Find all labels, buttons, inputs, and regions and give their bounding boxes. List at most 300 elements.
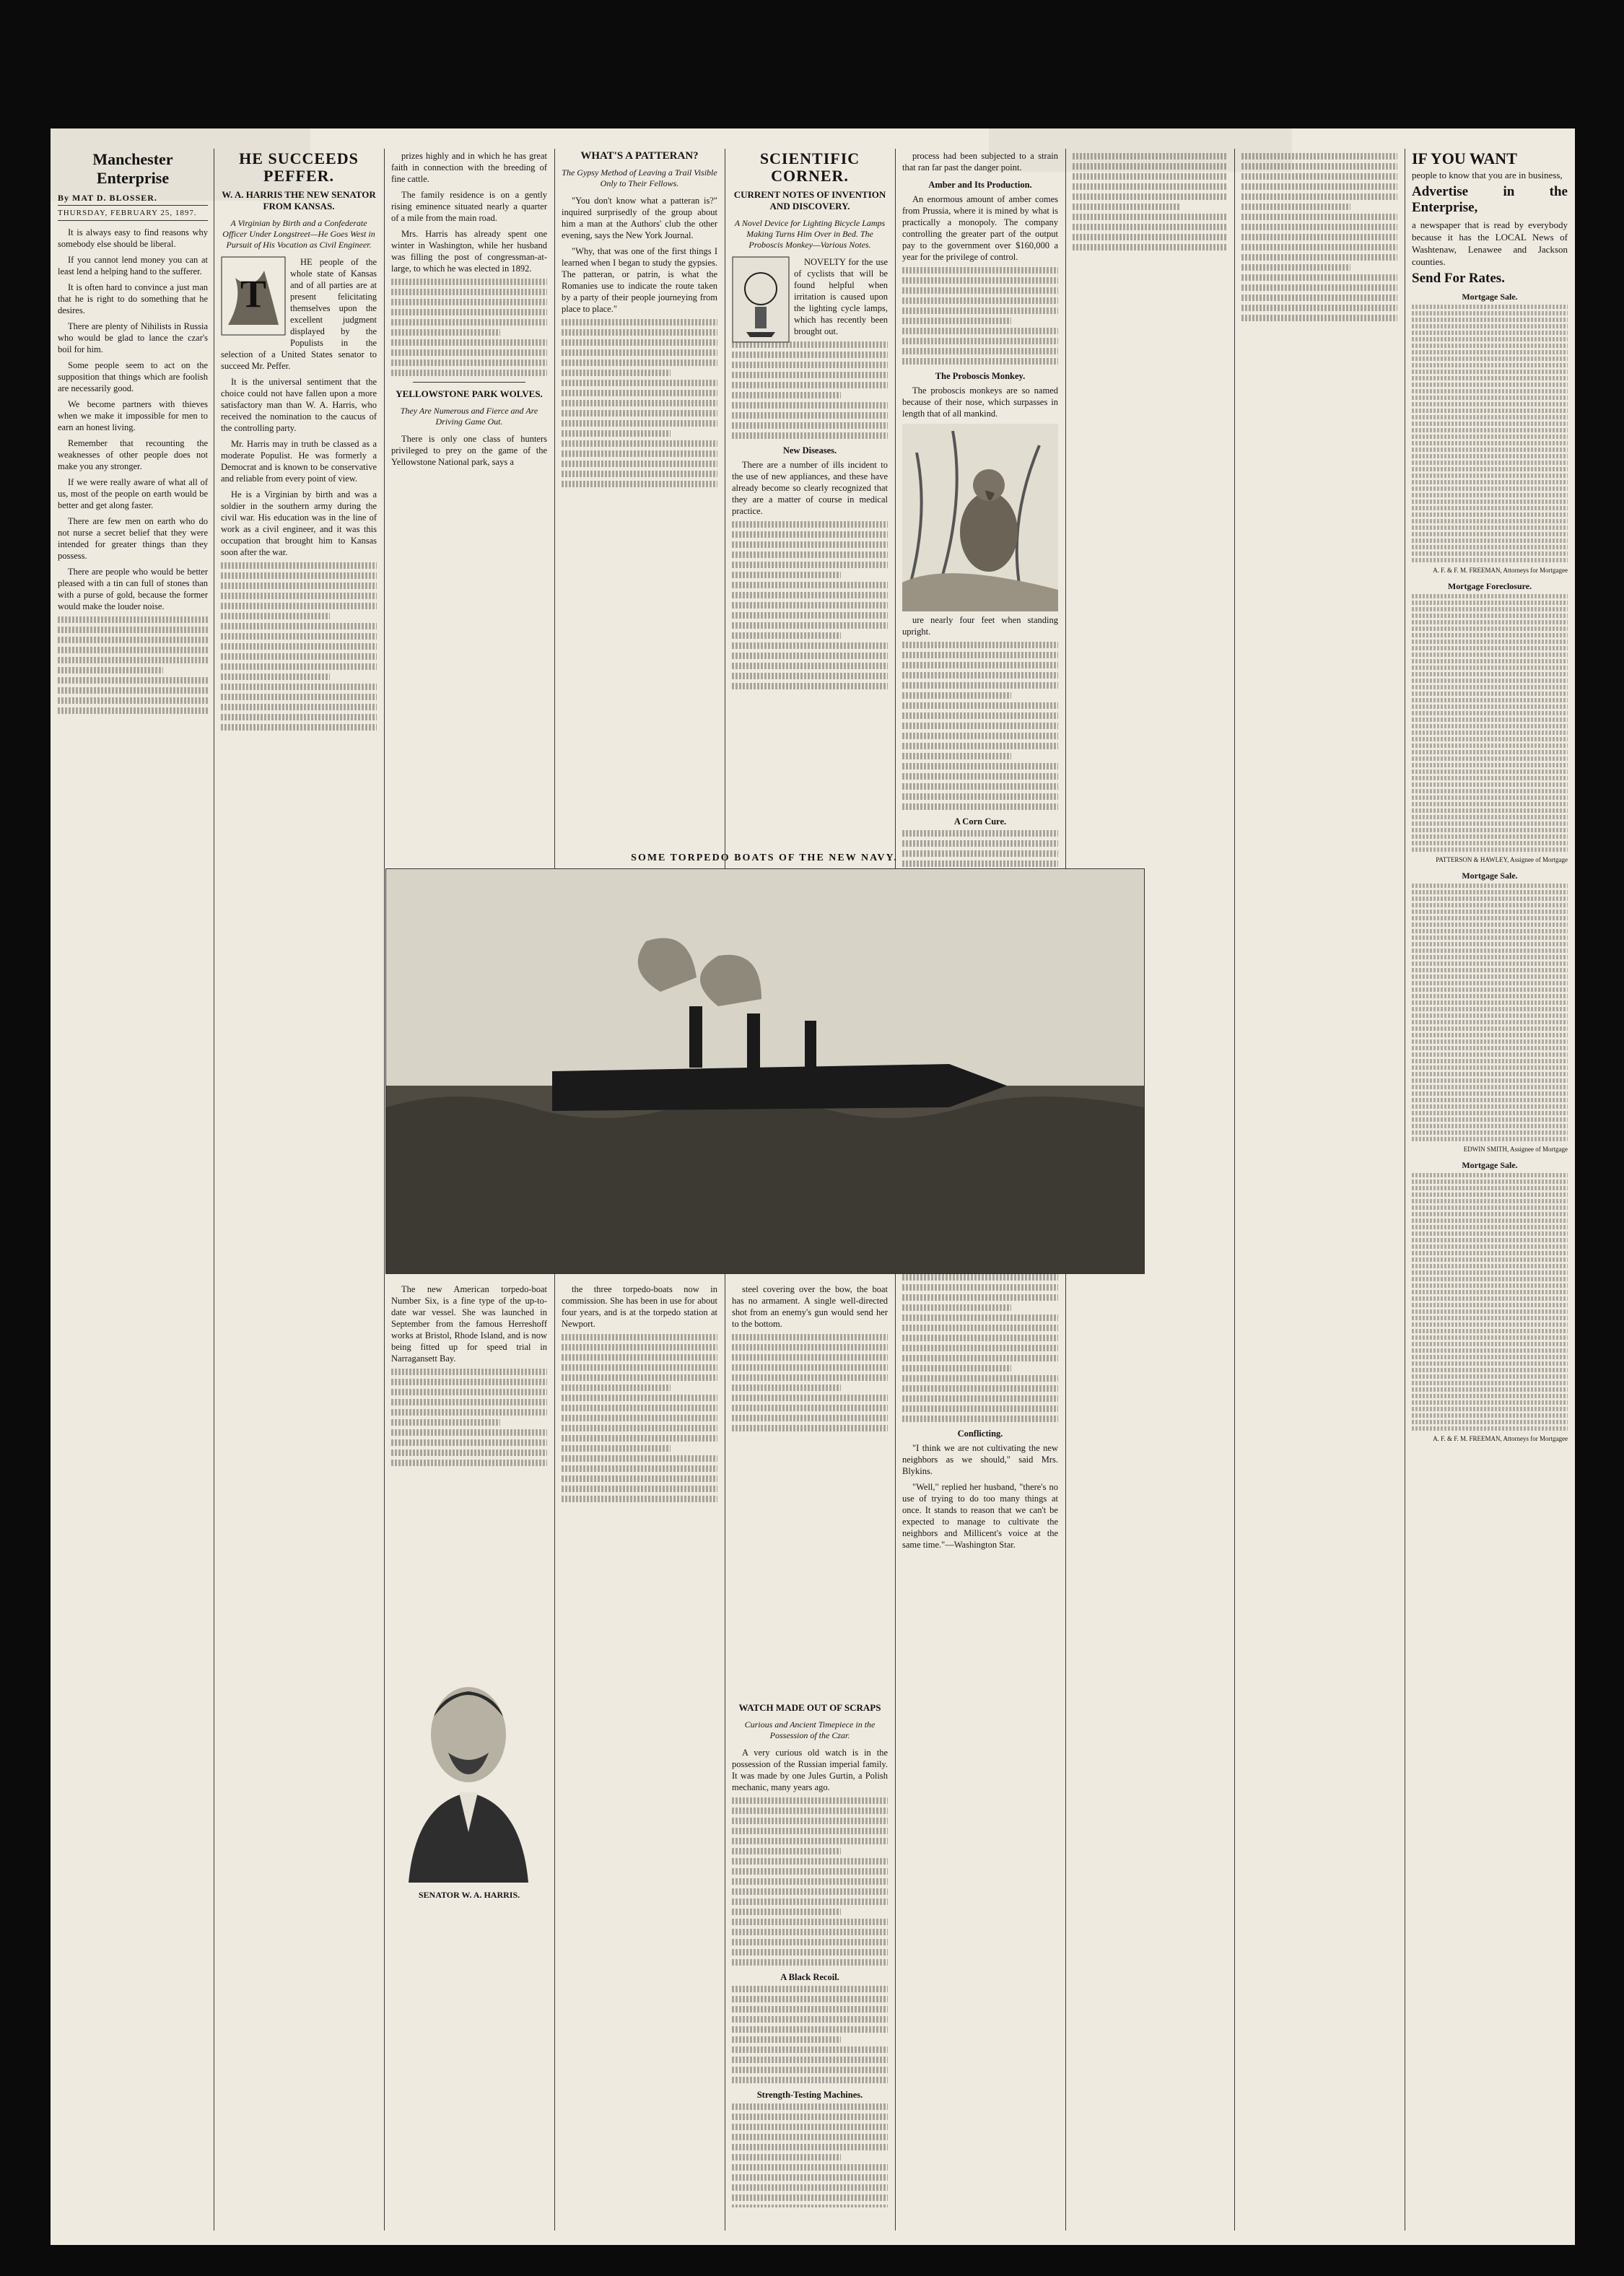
text-line bbox=[732, 1949, 888, 1955]
text-line bbox=[391, 279, 547, 285]
legal-line bbox=[1412, 1225, 1568, 1229]
text-line bbox=[391, 1389, 547, 1395]
column-5 bbox=[732, 150, 888, 843]
text-line bbox=[732, 1344, 888, 1351]
text-line bbox=[732, 2194, 888, 2201]
torpedo-caption: SOME TORPEDO BOATS OF THE NEW NAVY. bbox=[631, 853, 898, 863]
amber-head: Amber and Its Production. bbox=[928, 180, 1032, 190]
text-line bbox=[562, 1475, 717, 1482]
text-line bbox=[902, 287, 1058, 294]
text-line bbox=[221, 684, 377, 690]
text-line bbox=[391, 1439, 547, 1446]
legal-line bbox=[1412, 890, 1568, 894]
body-text-filler bbox=[562, 319, 717, 487]
legal-line bbox=[1412, 789, 1568, 793]
legal-line bbox=[1412, 981, 1568, 985]
text-line bbox=[391, 359, 547, 366]
text-line bbox=[562, 400, 717, 406]
legal-line bbox=[1412, 331, 1568, 335]
text-line bbox=[221, 704, 377, 710]
paragraph: There is only one class of hunters privileged to prey on the game of the Yellowstone National park, says a bbox=[391, 434, 547, 467]
legal-line bbox=[1412, 633, 1568, 637]
body-text-filler bbox=[732, 521, 888, 689]
legal-line bbox=[1412, 987, 1568, 992]
legal-line bbox=[1412, 949, 1568, 953]
text-line bbox=[732, 602, 888, 609]
body-text-filler bbox=[902, 642, 1058, 810]
text-line bbox=[1241, 234, 1397, 240]
text-line bbox=[732, 1898, 888, 1905]
legal-line bbox=[1412, 409, 1568, 413]
text-line bbox=[1241, 204, 1350, 210]
text-line bbox=[732, 2067, 888, 2073]
text-line bbox=[902, 723, 1058, 729]
body-text-filler bbox=[1241, 153, 1397, 321]
legal-line bbox=[1412, 1218, 1568, 1223]
text-line bbox=[902, 1325, 1058, 1331]
text-line bbox=[902, 318, 1011, 324]
text-line bbox=[562, 380, 717, 386]
legal-line bbox=[1412, 1117, 1568, 1122]
text-line bbox=[902, 642, 1058, 648]
legal-line bbox=[1412, 383, 1568, 387]
legal-line bbox=[1412, 640, 1568, 644]
legal-line bbox=[1412, 487, 1568, 491]
conflicting-head: Conflicting. bbox=[957, 1429, 1003, 1439]
legal-signature: A. F. & F. M. FREEMAN, Attorneys for Mortgagee bbox=[1433, 1435, 1568, 1442]
legal-line bbox=[1412, 441, 1568, 445]
legal-line bbox=[1412, 1316, 1568, 1320]
text-line bbox=[391, 1419, 500, 1426]
legal-line bbox=[1412, 672, 1568, 676]
legal-line bbox=[1412, 448, 1568, 452]
legal-line bbox=[1412, 1413, 1568, 1418]
legal-line bbox=[1412, 1007, 1568, 1011]
text-line bbox=[902, 712, 1058, 719]
recoil-head: A Black Recoil. bbox=[780, 1972, 839, 1982]
text-line bbox=[562, 420, 717, 427]
text-line bbox=[902, 1274, 1058, 1281]
text-line bbox=[1241, 153, 1397, 160]
text-line bbox=[562, 1395, 717, 1401]
legal-line bbox=[1412, 513, 1568, 517]
legal-line bbox=[1412, 847, 1568, 852]
text-line bbox=[562, 430, 671, 437]
text-line bbox=[1241, 315, 1397, 321]
text-line bbox=[732, 341, 888, 348]
text-line bbox=[1241, 214, 1397, 220]
text-line bbox=[1241, 254, 1397, 261]
text-line bbox=[391, 299, 547, 305]
text-line bbox=[732, 683, 888, 689]
legal-line bbox=[1412, 305, 1568, 309]
text-line bbox=[221, 714, 377, 720]
legal-line bbox=[1412, 1124, 1568, 1128]
text-line bbox=[1241, 295, 1397, 301]
legal-line bbox=[1412, 545, 1568, 549]
text-line bbox=[732, 1868, 888, 1875]
text-line bbox=[562, 1445, 671, 1452]
text-line bbox=[1073, 163, 1227, 170]
text-line bbox=[391, 309, 547, 315]
ad-line-5: Send For Rates. bbox=[1412, 271, 1505, 286]
legal-line bbox=[1412, 1091, 1568, 1096]
legal-line bbox=[1412, 955, 1568, 959]
text-line bbox=[902, 1365, 1011, 1372]
legal-line bbox=[1412, 461, 1568, 465]
text-line bbox=[732, 582, 888, 588]
legal-line bbox=[1412, 1192, 1568, 1197]
paragraph: the three torpedo-boats now in commission. She has been in use for about four years, and is at the torpedo station at Newport. bbox=[562, 1284, 717, 1329]
column-1 bbox=[58, 150, 208, 2229]
legal-line bbox=[1412, 1394, 1568, 1398]
proboscis-monkey-illustration bbox=[902, 424, 1058, 611]
legal-line bbox=[1412, 1231, 1568, 1236]
legal-line bbox=[1412, 1065, 1568, 1070]
torpedo-boat-svg bbox=[386, 869, 1144, 1273]
legal-line bbox=[1412, 968, 1568, 972]
legal-line bbox=[1412, 1381, 1568, 1385]
text-line bbox=[562, 1344, 717, 1351]
text-line bbox=[58, 667, 163, 673]
legal-head: Mortgage Sale. bbox=[1462, 292, 1518, 302]
scientific-deck: A Novel Device for Lighting Bicycle Lamps Making Turns Him Over in Bed. The Proboscis Monkey—Various Notes. bbox=[734, 218, 886, 250]
text-line bbox=[1241, 224, 1397, 230]
paragraph: prizes highly and in which he has great faith in connection with the breeding of fine cattle. bbox=[391, 151, 547, 184]
paragraph: process had been subjected to a strain that ran far past the danger point. bbox=[902, 151, 1058, 173]
legal-line bbox=[1412, 1283, 1568, 1288]
text-line bbox=[902, 1284, 1058, 1291]
paragraph: ure nearly four feet when standing upright. bbox=[902, 615, 1058, 637]
torpedo-text-1 bbox=[391, 1283, 547, 1587]
text-line bbox=[732, 2154, 841, 2161]
text-line bbox=[902, 1405, 1058, 1412]
paragraph: Mr. Harris may in truth be classed as a moderate Populist. He was formerly a Democrat and is known to be conservative and reliable from every point of view. bbox=[221, 439, 377, 484]
text-line bbox=[562, 1354, 717, 1361]
legal-line bbox=[1412, 318, 1568, 322]
text-line bbox=[221, 643, 377, 650]
text-line bbox=[902, 328, 1058, 334]
legal-line bbox=[1412, 1296, 1568, 1301]
text-line bbox=[562, 410, 717, 417]
legal-line bbox=[1412, 551, 1568, 556]
text-line bbox=[732, 1808, 888, 1814]
text-line bbox=[732, 2036, 841, 2043]
text-line bbox=[391, 1409, 547, 1416]
legal-line bbox=[1412, 376, 1568, 380]
paragraph: If you cannot lend money you can at least lend a helping hand to the sufferer. bbox=[58, 255, 208, 276]
wolves-deck: They Are Numerous and Fierce and Are Driving Game Out. bbox=[400, 406, 538, 427]
text-line bbox=[732, 551, 888, 558]
svg-text:T: T bbox=[240, 272, 267, 315]
legal-line bbox=[1412, 1374, 1568, 1379]
text-line bbox=[732, 1878, 888, 1885]
legal-line bbox=[1412, 1407, 1568, 1411]
text-line bbox=[732, 2144, 888, 2150]
text-line bbox=[902, 297, 1058, 304]
text-line bbox=[902, 763, 1058, 769]
legal-line bbox=[1412, 1104, 1568, 1109]
legal-line bbox=[1412, 500, 1568, 504]
text-line bbox=[732, 2114, 888, 2120]
legal-line bbox=[1412, 1244, 1568, 1249]
text-line bbox=[732, 1354, 888, 1361]
legal-line bbox=[1412, 357, 1568, 361]
text-line bbox=[221, 724, 377, 731]
text-line bbox=[902, 793, 1058, 800]
text-line bbox=[562, 450, 717, 457]
legal-line bbox=[1412, 1212, 1568, 1216]
text-line bbox=[562, 1405, 717, 1411]
watch-article bbox=[732, 1702, 888, 2207]
legal-line bbox=[1412, 769, 1568, 774]
paragraph: Mrs. Harris has already spent one winter in Washington, while her husband was filling the post of congressman-at-large, to which he was elected in 1892. bbox=[391, 229, 547, 274]
text-line bbox=[562, 440, 717, 447]
text-line bbox=[562, 1465, 717, 1472]
text-line bbox=[732, 382, 888, 388]
text-line bbox=[902, 1335, 1058, 1341]
paragraph: There are a number of ills incident to the use of new appliances, and these have already become so clearly recognized that they are a matter of course in medical practice. bbox=[732, 460, 888, 516]
text-line bbox=[732, 352, 888, 358]
text-line bbox=[221, 583, 377, 589]
legal-line bbox=[1412, 705, 1568, 709]
ad-line-1: IF YOU WANT bbox=[1412, 150, 1517, 167]
newspaper-page bbox=[51, 128, 1575, 2245]
text-line bbox=[1073, 193, 1227, 200]
paragraph: Some people seem to act on the supposition that things which are foolish are necessarily good. bbox=[58, 360, 208, 393]
legal-line bbox=[1412, 594, 1568, 598]
paragraph: An enormous amount of amber comes from Prussia, where it is mined by what is practically a monopoly. The company controlling the greater part of the output pay to the government over $160,000 a year for the privilege of control. bbox=[902, 194, 1058, 262]
legal-line bbox=[1412, 1322, 1568, 1327]
paragraph: There are few men on earth who do not nurse a secret belief that they were intended for greater things than they possess. bbox=[58, 516, 208, 561]
text-line bbox=[562, 1334, 717, 1340]
paragraph: It is the universal sentiment that the choice could not have fallen upon a more satisfactory man than W. A. Harris, who received the nomination to the caucus of the controlling party. bbox=[221, 377, 377, 433]
body-text-filler bbox=[732, 2103, 888, 2207]
text-line bbox=[221, 562, 377, 569]
text-line bbox=[732, 612, 888, 619]
text-line bbox=[902, 1416, 1058, 1422]
text-line bbox=[391, 1369, 547, 1375]
text-line bbox=[391, 1449, 547, 1456]
text-line bbox=[732, 541, 888, 548]
torpedo-text-3 bbox=[732, 1283, 888, 1587]
text-line bbox=[562, 1364, 717, 1371]
paragraph: It is often hard to convince a just man that he is right to do something that he desires. bbox=[58, 282, 208, 315]
legal-line bbox=[1412, 1111, 1568, 1115]
legal-line bbox=[1412, 370, 1568, 374]
monkey-head: The Proboscis Monkey. bbox=[935, 371, 1026, 381]
text-line bbox=[732, 1888, 888, 1895]
text-line bbox=[562, 390, 717, 396]
corn-head: A Corn Cure. bbox=[953, 816, 1007, 827]
text-line bbox=[391, 349, 547, 356]
text-line bbox=[1073, 153, 1227, 160]
legal-line bbox=[1412, 474, 1568, 478]
legal-line bbox=[1412, 962, 1568, 966]
text-line bbox=[732, 1395, 888, 1401]
column-4 bbox=[562, 150, 717, 843]
text-line bbox=[732, 562, 888, 568]
legal-line bbox=[1412, 350, 1568, 354]
legal-line bbox=[1412, 1387, 1568, 1392]
legal-line bbox=[1412, 480, 1568, 484]
text-line bbox=[1241, 193, 1397, 200]
legal-line bbox=[1412, 539, 1568, 543]
body-text-filler bbox=[391, 279, 547, 376]
legal-line bbox=[1412, 692, 1568, 696]
legal-line bbox=[1412, 1420, 1568, 1424]
legal-line bbox=[1412, 828, 1568, 832]
legal-line bbox=[1412, 1137, 1568, 1141]
text-line bbox=[902, 1355, 1058, 1361]
text-line bbox=[732, 2184, 888, 2191]
text-line bbox=[732, 1405, 888, 1411]
text-line bbox=[732, 392, 841, 398]
text-line bbox=[732, 1425, 888, 1431]
legal-line bbox=[1412, 744, 1568, 748]
text-line bbox=[732, 2046, 888, 2053]
legal-line bbox=[1412, 1072, 1568, 1076]
text-line bbox=[902, 733, 1058, 739]
legal-line bbox=[1412, 311, 1568, 315]
legal-line bbox=[1412, 757, 1568, 761]
legal-line bbox=[1412, 1335, 1568, 1340]
legal-line bbox=[1412, 422, 1568, 426]
legal-line bbox=[1412, 1130, 1568, 1135]
paragraph: steel covering over the bow, the boat has no armament. A single well-directed shot from an enemy's gun would send her to the bottom. bbox=[732, 1284, 888, 1329]
text-line bbox=[732, 432, 888, 439]
legal-line bbox=[1412, 646, 1568, 650]
paragraph: Remember that recounting the weaknesses of other people does not make you any stronger. bbox=[58, 438, 208, 471]
text-line bbox=[902, 830, 1058, 837]
text-line bbox=[732, 2124, 888, 2130]
legal-line bbox=[1412, 834, 1568, 839]
text-line bbox=[58, 697, 208, 704]
text-line bbox=[58, 707, 208, 714]
text-line bbox=[732, 642, 888, 649]
text-line bbox=[732, 1909, 841, 1915]
legal-line bbox=[1412, 994, 1568, 998]
legal-line bbox=[1412, 666, 1568, 670]
text-line bbox=[562, 461, 717, 467]
legal-line bbox=[1412, 435, 1568, 439]
legal-line bbox=[1412, 1238, 1568, 1242]
text-line bbox=[902, 1294, 1058, 1301]
text-line bbox=[1241, 163, 1397, 170]
torpedo-text-2 bbox=[562, 1283, 717, 1587]
legal-line bbox=[1412, 1329, 1568, 1333]
text-line bbox=[732, 1838, 888, 1844]
legal-line bbox=[1412, 897, 1568, 901]
legal-line bbox=[1412, 519, 1568, 523]
text-line bbox=[732, 1828, 888, 1834]
scientific-subhead: CURRENT NOTES OF INVENTION AND DISCOVERY. bbox=[733, 189, 886, 212]
text-line bbox=[732, 2103, 888, 2110]
legal-line bbox=[1412, 1052, 1568, 1057]
text-line bbox=[1241, 173, 1397, 180]
text-line bbox=[902, 672, 1058, 679]
legal-line bbox=[1412, 737, 1568, 741]
legal-line bbox=[1412, 389, 1568, 393]
legal-line bbox=[1412, 1020, 1568, 1024]
text-line bbox=[391, 1399, 547, 1405]
text-line bbox=[902, 1395, 1058, 1402]
text-line bbox=[732, 1415, 888, 1421]
legal-line bbox=[1412, 698, 1568, 702]
text-line bbox=[1241, 183, 1397, 190]
column-rule bbox=[384, 149, 385, 2231]
paragraph: NOVELTY for the use of cyclists that will be found helpful when irritation is caused upon the lighting cycle lamps, which has recently been brought out. bbox=[794, 257, 888, 336]
text-line bbox=[732, 1385, 841, 1391]
text-line bbox=[732, 372, 888, 378]
text-line bbox=[732, 1996, 888, 2002]
legal-line bbox=[1412, 506, 1568, 510]
legal-line bbox=[1412, 1098, 1568, 1102]
legal-line bbox=[1412, 454, 1568, 458]
legal-line bbox=[1412, 903, 1568, 907]
text-line bbox=[732, 1818, 888, 1824]
text-line bbox=[58, 616, 208, 623]
legal-line bbox=[1412, 532, 1568, 536]
legal-line bbox=[1412, 467, 1568, 471]
legal-head: Mortgage Sale. bbox=[1462, 1160, 1518, 1170]
text-line bbox=[391, 339, 547, 346]
body-text-filler bbox=[1073, 153, 1227, 250]
paragraph: It is always easy to find reasons why somebody else should be liberal. bbox=[58, 227, 208, 249]
legal-line bbox=[1412, 1342, 1568, 1346]
text-line bbox=[562, 1496, 717, 1502]
paragraph: The proboscis monkeys are so named because of their nose, which surpasses in length that of all mankind. bbox=[902, 385, 1058, 419]
text-line bbox=[902, 743, 1058, 749]
text-line bbox=[902, 338, 1058, 344]
legal-line bbox=[1412, 1186, 1568, 1190]
column-2 bbox=[221, 150, 377, 843]
legal-signature: EDWIN SMITH, Assignee of Mortgage bbox=[1463, 1146, 1568, 1153]
text-line bbox=[732, 1986, 888, 1992]
paragraph: There are people who would be better pleased with a tin can full of stones than with a purse of gold, because the former would make the louder noise. bbox=[58, 567, 208, 611]
text-line bbox=[562, 471, 717, 477]
watch-headline: WATCH MADE OUT OF SCRAPS bbox=[738, 1702, 881, 1713]
legal-line bbox=[1412, 526, 1568, 530]
text-line bbox=[732, 622, 888, 629]
body-text-filler bbox=[902, 267, 1058, 365]
text-line bbox=[732, 2057, 888, 2063]
text-line bbox=[1073, 224, 1227, 230]
legal-line bbox=[1412, 795, 1568, 800]
text-line bbox=[732, 412, 888, 419]
text-line bbox=[732, 2134, 888, 2140]
legal-line bbox=[1412, 711, 1568, 715]
text-line bbox=[391, 1460, 547, 1466]
legal-line bbox=[1412, 1368, 1568, 1372]
legal-line bbox=[1412, 1400, 1568, 1405]
text-line bbox=[58, 677, 208, 684]
ad-line-2: people to know that you are in business, bbox=[1412, 170, 1563, 180]
legal-line bbox=[1412, 1251, 1568, 1255]
text-line bbox=[732, 572, 841, 578]
legal-line bbox=[1412, 1361, 1568, 1366]
text-line bbox=[732, 1364, 888, 1371]
strength-head: Strength-Testing Machines. bbox=[756, 2090, 863, 2100]
body-text-filler bbox=[221, 562, 377, 731]
legal-line bbox=[1412, 808, 1568, 813]
text-line bbox=[562, 1425, 717, 1431]
paragraph: He is a Virginian by birth and was a soldier in the southern army during the civil war. His education was in the line of work as a civil engineer, and it was this occupation that brought him to Kansas soon after the war. bbox=[221, 489, 377, 557]
legal-line bbox=[1412, 910, 1568, 914]
legal-line bbox=[1412, 1205, 1568, 1210]
text-line bbox=[221, 572, 377, 579]
legal-line bbox=[1412, 659, 1568, 663]
